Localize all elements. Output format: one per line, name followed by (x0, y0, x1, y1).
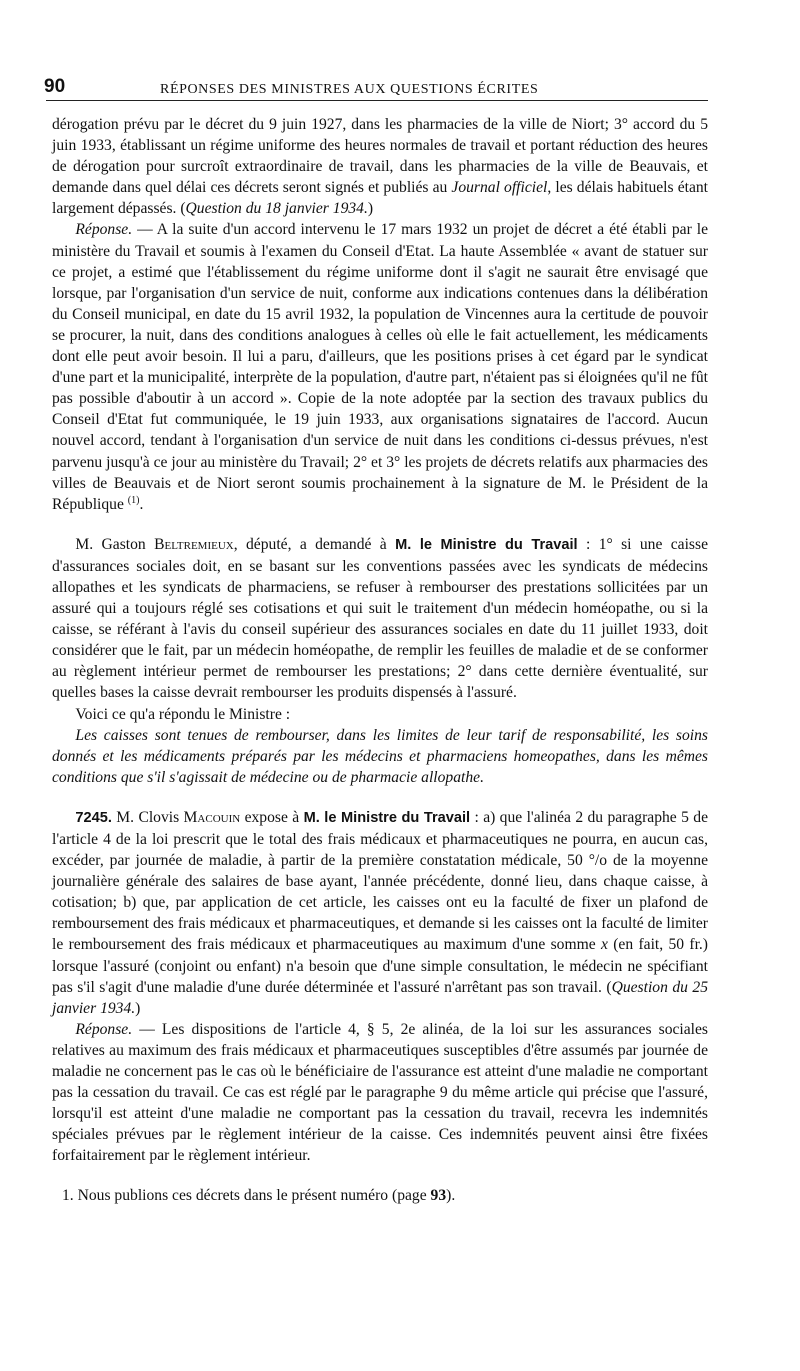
continuation-paragraph: dérogation prévu par le décret du 9 juin 1927, dans les pharmacies de la ville de Niort; 3° accord du 5 juin 1933, établissant un régime uniforme des heures normales de travail et portant réduction des heures de dérogation pour surcroît extraordinaire de travail, dans les pharmacies de la ville de Beauvais, et demande dans quel délai ces décrets seront signés et publiés au Journal officiel, les délais habituels étant largement dépassés. (Question du 18 janvier 1934.) (52, 116, 709, 218)
journal-officiel: Journal officiel (451, 179, 548, 197)
question-number: 7245. (75, 809, 112, 826)
header-rule (46, 100, 708, 101)
footnote-reference: (1) (127, 494, 140, 506)
document-page (44, 66, 709, 1206)
reponse-paragraph: Réponse. — A la suite d'un accord intervenu le 17 mars 1932 un projet de décret a été établi par le ministère du Travail et soumis à l'examen du Conseil d'Etat. La haute Assemblée « avant de statuer sur ce projet, a estimé que l'établissement du régime uniforme dont il s'agit ne saurait être envisagé que lorsque, par l'organisation d'un service de nuit, conforme aux indications contenues dans la délibération du Conseil municipal, en date du 15 avril 1932, la population de Vincennes aura la certitude de pouvoir se procurer, la nuit, dans des conditions analogues à celles où elle le fait actuellement, les médicaments dont elle peut avoir besoin. Il lui a paru, d'ailleurs, que les positions prises à cet égard par le syndicat d'une part et la municipalité, interprète de la population, d'autre part, n'étaient pas si éloignées qu'il ne fût pas possible d'aboutir à un accord ». Copie de la note adoptée par la section des travaux publics du Conseil d'Etat fut communiquée, le 19 juin 1933, aux organisations signataires de l'accord. Aucun nouvel accord, tendant à l'organisation d'un service de nuit dans les conditions ci-dessus prévues, n'est parvenu jusqu'à ce jour au ministère du Travail; 2° et 3° les projets de décrets relatifs aux pharmacies des villes de Beauvais et de Niort seront soumis prochainement à la signature de M. le Président de la République $^{(1)}$. (52, 221, 708, 513)
deputy-name: Macouin (183, 808, 241, 826)
minister-name: M. le Ministre du Travail (395, 536, 578, 553)
question-date: Question du 18 janvier 1934. (185, 200, 368, 218)
question-7245: 7245. M. Clovis Macouin expose à M. le Ministre du Travail : a) que l'alinéa 2 du paragraphe 5 de l'article 4 de la loi prescrit que le total des frais médicaux et pharmaceutiques ne pourra, en aucun cas, excéder, par journée de maladie, à partir de la première constatation médicale, 50 °/o de la moyenne journalière générale des salaires de base ayant, l'année précédente, donné lieu, dans chaque caisse, à cotisation; b) que, par application de cet article, les caisses ont eu la faculté de fixer un plafond de remboursement des frais médicaux et pharmaceutiques, et demande si les caisses ont la faculté de limiter le remboursement des frais médicaux et pharmaceutiques au maximum d'une somme x (en fait, 50 fr.) lorsque l'assuré (conjoint ou enfant) n'a besoin que d'une simple consultation, le médecin ne spécifiant pas s'il s'agit d'une maladie d'une durée déterminée et l'assuré n'arrêtant pas son travail. (Question du 25 janvier 1934.) (52, 808, 708, 1017)
minister-answer: Les caisses sont tenues de rembourser, dans les limites de leur tarif de responsabilité, les soins donnés et les médicaments préparés par les médecins et pharmaciens homeopathes, dans les mêmes conditions que s'il s'agissait de médecine ou de pharmacie allopathe. (52, 726, 708, 786)
reponse-label: Réponse. (75, 1020, 133, 1038)
footnote-page-ref: 93 (430, 1186, 447, 1204)
deputy-name: Beltremieux (154, 535, 234, 553)
variable-x: x (600, 936, 608, 954)
minister-intro: Voici ce qu'a répondu le Ministre : (75, 705, 291, 723)
minister-name: M. le Ministre du Travail (303, 809, 471, 826)
footnote: 1. Nous publions ces décrets dans le présent numéro (page 93). (62, 1186, 456, 1204)
running-header (44, 66, 708, 100)
footnote-marker: 1. (62, 1186, 74, 1204)
page-number: 90 (44, 76, 66, 97)
question-date: Question du 25 janvier 1934. (52, 978, 708, 1017)
reponse-7245: Réponse. — Les dispositions de l'article 4, § 5, 2e alinéa, de la loi sur les assurances sociales relatives au maximum des frais médicaux et pharmaceutiques susceptibles d'être assumés par journée de maladie ne concernent pas le cas où le bénéficiaire de l'assurance est atteint d'une maladie ne comportant pas la cessation du travail. Ce cas est réglé par le paragraphe 9 du même article qui précise que l'assuré, lorsqu'il est atteint d'une maladie ne comportant pas la cessation du travail, recevra les indemnités spéciales prévues par le règlement intérieur de la caisse. Ces indemnités peuvent ainsi être fixées forfaitairement par le règlement intérieur. (52, 1020, 708, 1165)
question-beltremieux: M. Gaston Beltremieux, député, a demandé à M. le Ministre du Travail : 1° si une caisse d'assurances sociales doit, en se basant sur les conventions passées avec les syndicats de médecins allopathes et les syndicats de pharmaciens, se refuser à rembourser des prestations sollicitées par un assuré qui a toujours réglé ses cotisations et qui suit le traitement d'un médecin homéopathe, ou si la caisse, se référant à l'avis du conseil supérieur des assurances sociales en date du 11 juillet 1933, doit considérer que le fait, par un médecin homéopathe, de remplir les feuilles de maladie et de se conformer au règlement intérieur permet de rembourser les prestations; 2° dans cette dernière éventualité, sur quelles bases la caisse devrait rembourser les produits dispensés à l'assuré. (52, 535, 708, 702)
running-title: RÉPONSES DES MINISTRES AUX QUESTIONS ÉCRITES (160, 82, 539, 97)
reponse-label: Réponse. (75, 221, 133, 239)
